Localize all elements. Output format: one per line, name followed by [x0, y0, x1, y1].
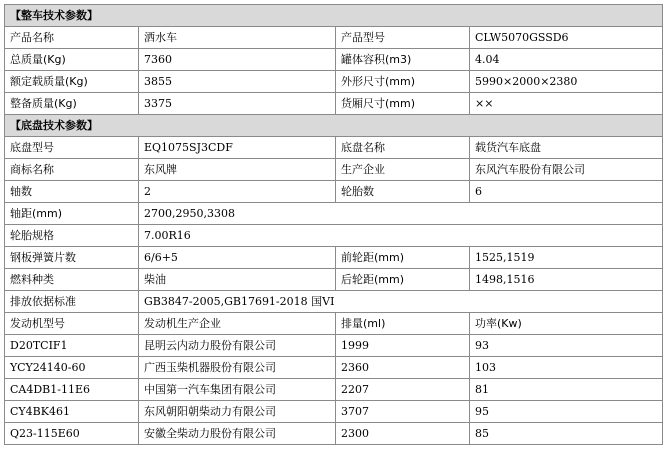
column-header: 发动机型号 — [5, 313, 139, 335]
field-value: 1498,1516 — [470, 269, 663, 291]
table-row — [5, 71, 663, 93]
table-row — [5, 379, 663, 401]
table-row — [5, 423, 663, 445]
field-label: 轮胎规格 — [5, 225, 139, 247]
table-row — [5, 203, 663, 225]
field-value: 6 — [470, 181, 663, 203]
engine-maker: 东风朝阳朝柴动力有限公司 — [139, 401, 336, 423]
field-label: 燃料种类 — [5, 269, 139, 291]
field-label: 罐体容积(m3) — [336, 49, 470, 71]
engine-model: Q23-115E60 — [5, 423, 139, 445]
field-value: 洒水车 — [139, 27, 336, 49]
engine-power: 81 — [470, 379, 663, 401]
engine-model: CY4BK461 — [5, 401, 139, 423]
field-label: 外形尺寸(mm) — [336, 71, 470, 93]
field-label: 后轮距(mm) — [336, 269, 470, 291]
field-value: CLW5070GSSD6 — [470, 27, 663, 49]
engine-power: 95 — [470, 401, 663, 423]
table-row — [5, 181, 663, 203]
field-value: 7360 — [139, 49, 336, 71]
field-value: 2 — [139, 181, 336, 203]
field-label: 额定载质量(Kg) — [5, 71, 139, 93]
column-header: 发动机生产企业 — [139, 313, 336, 335]
field-label: 轴距(mm) — [5, 203, 139, 225]
engine-header-row — [5, 313, 663, 335]
field-value: GB3847-2005,GB17691-2018 国VI — [139, 291, 663, 313]
table-row — [5, 335, 663, 357]
engine-maker: 安徽全柴动力股份有限公司 — [139, 423, 336, 445]
table-row — [5, 159, 663, 181]
field-value: ×× — [470, 93, 663, 115]
field-label: 轴数 — [5, 181, 139, 203]
field-label: 产品名称 — [5, 27, 139, 49]
field-value: 6/6+5 — [139, 247, 336, 269]
field-label: 总质量(Kg) — [5, 49, 139, 71]
section-row — [5, 5, 663, 27]
engine-maker: 昆明云内动力股份有限公司 — [139, 335, 336, 357]
column-header: 排量(ml) — [336, 313, 470, 335]
field-label: 产品型号 — [336, 27, 470, 49]
field-value: 1525,1519 — [470, 247, 663, 269]
section-row — [5, 115, 663, 137]
engine-power: 85 — [470, 423, 663, 445]
engine-displacement: 3707 — [336, 401, 470, 423]
field-value: 5990×2000×2380 — [470, 71, 663, 93]
field-value: 4.04 — [470, 49, 663, 71]
engine-model: D20TCIF1 — [5, 335, 139, 357]
field-value: 柴油 — [139, 269, 336, 291]
field-label: 排放依据标准 — [5, 291, 139, 313]
table-row — [5, 49, 663, 71]
table-row — [5, 357, 663, 379]
field-label: 钢板弹簧片数 — [5, 247, 139, 269]
field-value: 载货汽车底盘 — [470, 137, 663, 159]
field-label: 底盘型号 — [5, 137, 139, 159]
table-row — [5, 269, 663, 291]
engine-model: CA4DB1-11E6 — [5, 379, 139, 401]
table-row — [5, 401, 663, 423]
engine-power: 93 — [470, 335, 663, 357]
field-label: 整备质量(Kg) — [5, 93, 139, 115]
table-row — [5, 27, 663, 49]
field-value: 2700,2950,3308 — [139, 203, 663, 225]
field-label: 生产企业 — [336, 159, 470, 181]
field-value: 3375 — [139, 93, 336, 115]
field-label: 轮胎数 — [336, 181, 470, 203]
engine-displacement: 2360 — [336, 357, 470, 379]
field-value: 东风牌 — [139, 159, 336, 181]
engine-displacement: 2300 — [336, 423, 470, 445]
field-label: 商标名称 — [5, 159, 139, 181]
field-label: 底盘名称 — [336, 137, 470, 159]
table-row — [5, 291, 663, 313]
engine-maker: 广西玉柴机器股份有限公司 — [139, 357, 336, 379]
table-row — [5, 225, 663, 247]
column-header: 功率(Kw) — [470, 313, 663, 335]
field-value: EQ1075SJ3CDF — [139, 137, 336, 159]
engine-power: 103 — [470, 357, 663, 379]
engine-displacement: 2207 — [336, 379, 470, 401]
spec-table — [4, 4, 663, 445]
field-value: 东风汽车股份有限公司 — [470, 159, 663, 181]
engine-maker: 中国第一汽车集团有限公司 — [139, 379, 336, 401]
vehicle-section-title: 【整车技术参数】 — [5, 5, 663, 27]
field-label: 前轮距(mm) — [336, 247, 470, 269]
table-row — [5, 247, 663, 269]
table-row — [5, 137, 663, 159]
engine-model: YCY24140-60 — [5, 357, 139, 379]
field-value: 7.00R16 — [139, 225, 663, 247]
field-value: 3855 — [139, 71, 336, 93]
field-label: 货厢尺寸(mm) — [336, 93, 470, 115]
engine-displacement: 1999 — [336, 335, 470, 357]
table-row — [5, 93, 663, 115]
chassis-section-title: 【底盘技术参数】 — [5, 115, 663, 137]
